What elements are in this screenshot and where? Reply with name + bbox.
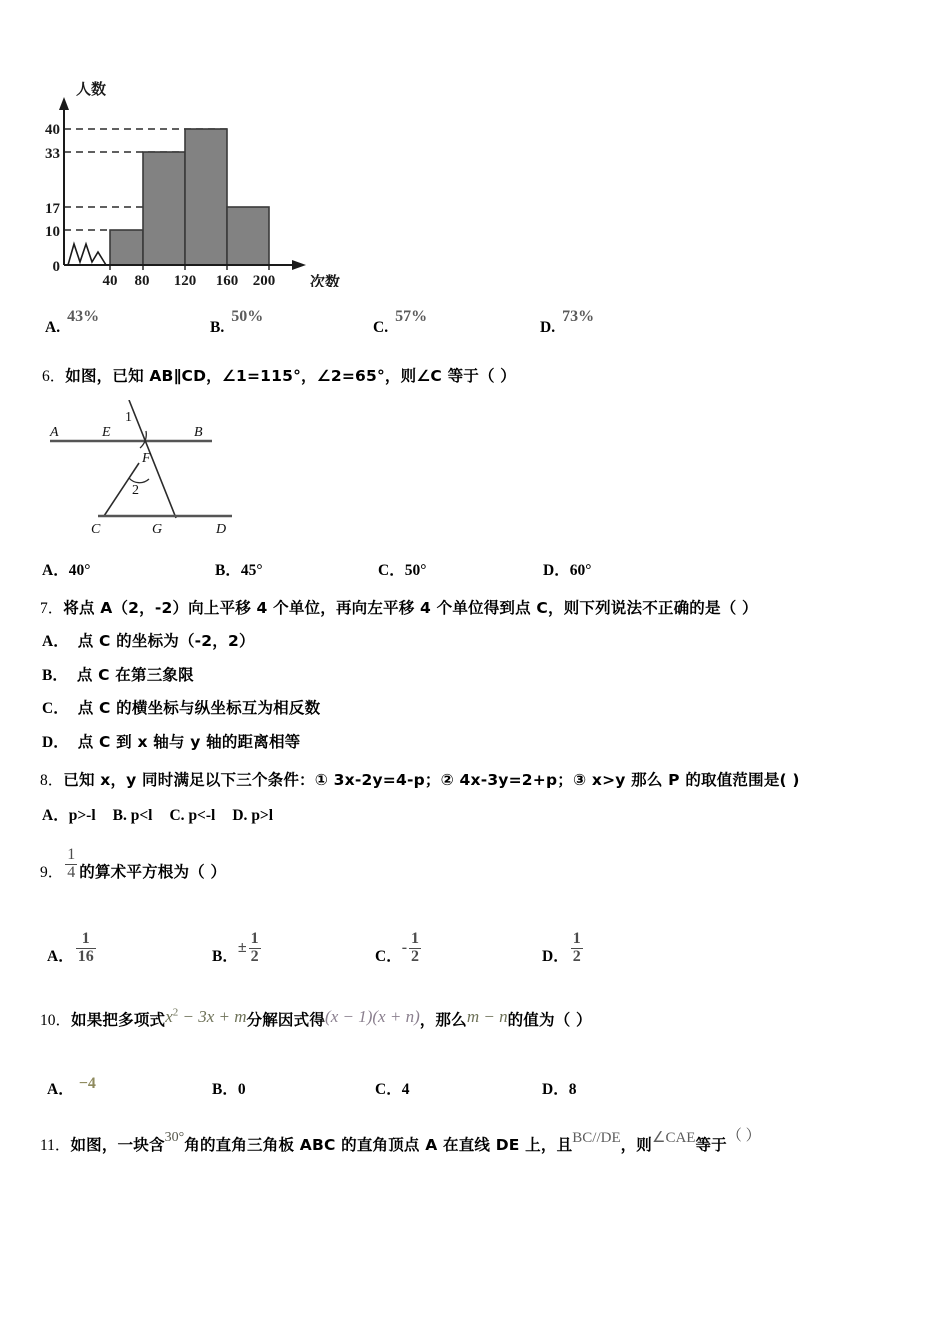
q6-stem — [42, 364, 516, 386]
q10-option-c-letter: C． — [375, 1081, 402, 1098]
label-c: C — [91, 522, 101, 537]
q8-option-a-letter: A． — [42, 807, 69, 824]
q6-option-b[interactable] — [215, 558, 378, 580]
q11-stem-part1: 如图，一块含 — [70, 1136, 165, 1154]
label-f: F — [142, 451, 151, 466]
q10-expr1-tail: − 3x + m — [178, 1007, 247, 1026]
q6-geometry-figure — [36, 400, 286, 545]
q5-option-b-value: 50% — [231, 308, 264, 325]
q10-number: 10． — [40, 1012, 72, 1029]
q5-option-d-letter: D. — [540, 319, 556, 336]
q10-option-b-letter: B． — [212, 1081, 238, 1098]
q6-option-c-letter: C． — [378, 562, 405, 579]
q8-number: 8． — [40, 772, 64, 789]
q11-stem-part2: 角的直角三角板 ABC 的直角顶点 A 在直线 DE 上，且 — [184, 1136, 573, 1154]
q9-stem — [40, 846, 227, 891]
q6-option-a-value: 40° — [68, 562, 91, 579]
frequency-histogram — [38, 72, 358, 287]
q10-stem-part2: 分解因式得 — [246, 1011, 326, 1029]
q11-parallel-expression: BC//DE — [572, 1130, 621, 1146]
q8-option-d[interactable] — [232, 807, 273, 825]
q5-option-a[interactable] — [45, 308, 100, 337]
q9-option-c[interactable] — [375, 930, 423, 975]
x-tick-label: 200 — [252, 273, 276, 287]
q6-option-b-value: 45° — [240, 562, 263, 579]
q10-option-d-value: 8 — [568, 1081, 577, 1098]
q10-option-c[interactable] — [375, 1077, 409, 1099]
q7-option-a-text: 点 C 的坐标为（-2，2） — [77, 632, 255, 650]
x-tick-label: 160 — [215, 273, 239, 287]
q8-option-b[interactable] — [113, 807, 153, 825]
q7-option-c-text: 点 C 的横坐标与纵坐标互为相反数 — [77, 699, 321, 717]
q7-option-b-letter: B． — [42, 666, 68, 684]
q9-option-d-denominator: 2 — [572, 947, 581, 965]
y-axis — [59, 97, 69, 265]
q8-option-b-letter: B. — [112, 807, 127, 824]
q10-option-d[interactable] — [542, 1077, 576, 1099]
q7-option-a[interactable] — [42, 631, 642, 652]
q8-option-a-value: p>-l — [68, 807, 96, 824]
q8-options-row — [42, 803, 290, 825]
q10-options-row — [42, 1077, 922, 1105]
q10-option-a[interactable] — [47, 1075, 96, 1099]
q11-angle-name: ∠CAE — [652, 1130, 696, 1146]
q7-option-b[interactable] — [42, 665, 642, 686]
q10-expression-1 — [165, 1007, 246, 1026]
q7-option-d-text: 点 C 到 x 轴与 y 轴的距离相等 — [77, 732, 301, 751]
y-axis-title: 人数 — [76, 80, 107, 98]
label-angle2: 2 — [132, 483, 139, 498]
q10-stem — [40, 1008, 592, 1030]
y-tick-label: 10 — [45, 224, 60, 240]
q11-angle-value: 30° — [164, 1130, 185, 1145]
transversal-line — [129, 400, 176, 518]
q6-option-a-letter: A． — [42, 562, 69, 579]
q10-option-b-value: 0 — [237, 1081, 246, 1098]
q10-expr1-exponent: 2 — [172, 1006, 179, 1019]
geometry-labels — [49, 410, 226, 537]
label-b: B — [194, 425, 203, 440]
q7-stem — [40, 596, 758, 618]
histogram-svg — [38, 72, 358, 287]
q9-option-c-fraction — [409, 931, 421, 966]
q7-option-b-text: 点 C 在第三象限 — [76, 665, 194, 684]
q11-stem-part4: 等于 — [695, 1136, 727, 1154]
q5-options-row — [40, 303, 920, 337]
q9-option-a[interactable] — [47, 930, 98, 975]
label-d: D — [216, 522, 227, 537]
q5-option-a-letter: A. — [45, 319, 61, 336]
q5-option-b[interactable] — [210, 308, 264, 337]
q7-option-a-letter: A． — [42, 633, 69, 650]
q8-option-a[interactable] — [42, 803, 96, 825]
x-tick-labels — [103, 273, 276, 287]
q7-option-c-letter: C． — [42, 700, 69, 717]
y-tick-labels — [45, 122, 61, 275]
x-tick-label: 80 — [134, 273, 150, 287]
q5-option-d[interactable] — [540, 308, 595, 337]
q9-option-a-numerator: 1 — [81, 930, 90, 947]
q11-stem-part3: ，则 — [620, 1136, 653, 1154]
q8-option-c-value: p<-l — [188, 807, 216, 824]
q6-option-c[interactable] — [378, 558, 543, 580]
q11-answer-paren: （ ） — [726, 1128, 761, 1144]
q9-option-c-denominator: 2 — [411, 947, 420, 965]
q9-option-d[interactable] — [542, 930, 585, 975]
q5-option-c-value: 57% — [395, 308, 428, 325]
q9-option-b-letter: B． — [212, 947, 238, 965]
q9-option-b-fraction — [249, 931, 261, 966]
x-tick-label: 120 — [173, 273, 197, 287]
q9-fraction — [65, 847, 77, 882]
q9-fraction-numerator: 1 — [67, 846, 76, 863]
q10-option-a-letter: A． — [47, 1081, 74, 1098]
q6-option-d[interactable] — [543, 558, 591, 580]
q9-option-a-letter: A． — [47, 947, 74, 965]
label-g: G — [152, 522, 163, 537]
q8-option-c[interactable] — [169, 807, 215, 825]
q9-option-b-numerator: 1 — [250, 930, 259, 947]
q8-option-c-letter: C. — [169, 807, 185, 824]
x-tick-label: 40 — [102, 273, 118, 287]
q9-fraction-denominator: 4 — [67, 863, 76, 881]
q10-option-c-value: 4 — [401, 1081, 410, 1098]
q8-option-d-value: p>l — [251, 807, 274, 824]
y-tick-label: 40 — [45, 122, 60, 138]
q7-number: 7． — [40, 600, 64, 617]
geometry-svg — [36, 400, 286, 545]
q10-stem-part3: ，那么 — [419, 1011, 467, 1029]
q9-option-b[interactable] — [212, 930, 263, 975]
q5-option-a-value: 43% — [67, 308, 100, 325]
q6-option-c-value: 50° — [404, 562, 427, 579]
q7-option-d[interactable] — [42, 732, 642, 753]
q9-stem-tail: 的算术平方根为（ ） — [79, 862, 227, 881]
q9-number: 9． — [40, 863, 64, 881]
q10-expression-2: (x − 1)(x + n) — [325, 1007, 420, 1026]
q10-stem-part1: 如果把多项式 — [71, 1011, 166, 1029]
q6-option-d-value: 60° — [569, 562, 592, 579]
q7-option-c[interactable] — [42, 698, 642, 719]
histogram-bars — [110, 129, 269, 265]
q7-option-d-letter: D． — [42, 733, 69, 751]
q5-option-c[interactable] — [373, 308, 428, 337]
q11-stem — [40, 1128, 761, 1155]
q8-stem — [40, 768, 800, 790]
q9-option-c-letter: C． — [375, 947, 402, 965]
q9-option-a-fraction — [76, 931, 96, 966]
y-tick-label: 33 — [45, 146, 60, 162]
q9-option-d-fraction — [571, 931, 583, 966]
q10-option-a-value: −4 — [78, 1075, 96, 1092]
q6-stem-text: 如图，已知 AB∥CD，∠1=115°，∠2=65°，则∠C 等于（ ） — [65, 367, 516, 385]
q9-option-c-numerator: 1 — [411, 930, 420, 947]
axis-break-zigzag — [68, 244, 106, 265]
q6-option-d-letter: D． — [543, 562, 570, 579]
q5-option-b-letter: B. — [210, 319, 225, 336]
q6-option-a[interactable] — [42, 558, 215, 580]
q6-option-b-letter: B． — [215, 562, 241, 579]
q7-options-list — [42, 631, 642, 765]
q10-stem-part4: 的值为（ ） — [507, 1011, 592, 1029]
y-tick-label: 0 — [52, 259, 60, 275]
q10-expr1-base: x — [165, 1007, 173, 1026]
q9-option-d-numerator: 1 — [572, 930, 581, 947]
q5-option-d-value: 73% — [562, 308, 595, 325]
q9-option-d-letter: D． — [542, 947, 569, 965]
q8-option-d-letter: D. — [232, 807, 248, 824]
q5-option-c-letter: C. — [373, 319, 389, 336]
q9-option-b-denominator: 2 — [250, 947, 259, 965]
q11-number: 11． — [40, 1137, 71, 1154]
q10-option-d-letter: D． — [542, 1081, 569, 1098]
q8-stem-text: 已知 x，y 同时满足以下三个条件：① 3x-2y=4-p；② 4x-3y=2+p；③ x>y 那么 P 的取值范围是( ) — [63, 771, 800, 789]
label-a: A — [50, 425, 59, 440]
q8-option-b-value: p<l — [130, 807, 153, 824]
label-angle1: 1 — [125, 410, 132, 425]
q7-stem-text: 将点 A（2，-2）向上平移 4 个单位，再向左平移 4 个单位得到点 C，则下列说法不正确的是（ ） — [63, 599, 758, 617]
q9-option-a-denominator: 16 — [77, 947, 94, 965]
q10-option-b[interactable] — [212, 1077, 246, 1099]
x-axis-title: 次数 — [310, 273, 341, 287]
q9-option-b-sign: ± — [237, 938, 247, 956]
q9-option-c-sign: - — [401, 938, 408, 956]
q6-options-row — [42, 558, 922, 580]
label-e: E — [102, 425, 111, 440]
q10-expression-3: m − n — [466, 1007, 508, 1026]
y-tick-label: 17 — [45, 201, 60, 217]
q6-number: 6． — [42, 368, 66, 385]
q9-options-row — [42, 930, 922, 980]
